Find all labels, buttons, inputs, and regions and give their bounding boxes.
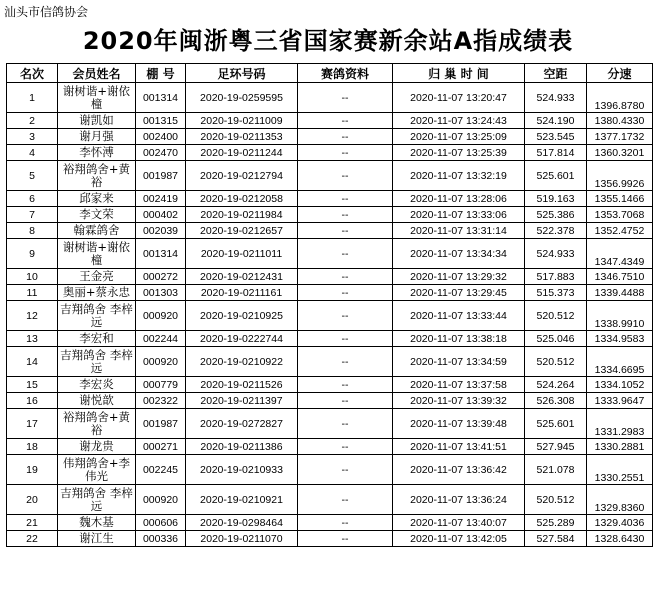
pigeon-info-cell: -- (298, 161, 393, 191)
member-name-cell: 吉翔鸽舍 李梓远 (58, 485, 136, 515)
column-header-arrival-time: 归 巢 时 间 (393, 64, 525, 83)
ring-number-cell: 2020-19-0210925 (186, 301, 298, 331)
arrival-time-cell: 2020-11-07 13:33:06 (393, 207, 525, 223)
loft-number-cell: 000920 (136, 347, 186, 377)
distance-cell: 524.933 (525, 239, 587, 269)
pigeon-info-cell: -- (298, 393, 393, 409)
ring-number-cell: 2020-19-0211009 (186, 113, 298, 129)
distance-cell: 527.584 (525, 531, 587, 547)
pigeon-info-cell: -- (298, 207, 393, 223)
pigeon-info-cell: -- (298, 145, 393, 161)
rank-cell: 10 (7, 269, 58, 285)
pigeon-info-cell: -- (298, 223, 393, 239)
pigeon-info-cell: -- (298, 377, 393, 393)
pigeon-info-cell: -- (298, 285, 393, 301)
distance-cell: 525.046 (525, 331, 587, 347)
table-row (7, 285, 653, 301)
rank-cell: 3 (7, 129, 58, 145)
rank-cell: 2 (7, 113, 58, 129)
speed-cell: 1334.6695 (587, 347, 653, 377)
table-row (7, 191, 653, 207)
arrival-time-cell: 2020-11-07 13:41:51 (393, 439, 525, 455)
rank-cell: 18 (7, 439, 58, 455)
member-name-cell: 魏木基 (58, 515, 136, 531)
distance-cell: 524.264 (525, 377, 587, 393)
speed-cell: 1334.1052 (587, 377, 653, 393)
table-row (7, 485, 653, 515)
ring-number-cell: 2020-19-0212058 (186, 191, 298, 207)
pigeon-info-cell: -- (298, 439, 393, 455)
table-row (7, 377, 653, 393)
distance-cell: 523.545 (525, 129, 587, 145)
pigeon-info-cell: -- (298, 301, 393, 331)
table-row (7, 455, 653, 485)
speed-cell: 1396.8780 (587, 83, 653, 113)
pigeon-info-cell: -- (298, 409, 393, 439)
member-name-cell: 李宏和 (58, 331, 136, 347)
member-name-cell: 谢江生 (58, 531, 136, 547)
member-name-cell: 谢凯如 (58, 113, 136, 129)
organization-name: 汕头市信鸽协会 (4, 5, 89, 19)
member-name-cell: 李怀溥 (58, 145, 136, 161)
rank-cell: 5 (7, 161, 58, 191)
distance-cell: 515.373 (525, 285, 587, 301)
loft-number-cell: 001303 (136, 285, 186, 301)
loft-number-cell: 000271 (136, 439, 186, 455)
rank-cell: 8 (7, 223, 58, 239)
speed-cell: 1346.7510 (587, 269, 653, 285)
rank-cell: 17 (7, 409, 58, 439)
distance-cell: 525.289 (525, 515, 587, 531)
table-row (7, 145, 653, 161)
rank-cell: 22 (7, 531, 58, 547)
loft-number-cell: 000920 (136, 485, 186, 515)
ring-number-cell: 2020-19-0211386 (186, 439, 298, 455)
table-row (7, 347, 653, 377)
distance-cell: 520.512 (525, 347, 587, 377)
pigeon-info-cell: -- (298, 269, 393, 285)
speed-cell: 1377.1732 (587, 129, 653, 145)
member-name-cell: 吉翔鸽舍 李梓远 (58, 347, 136, 377)
ring-number-cell: 2020-19-0211397 (186, 393, 298, 409)
column-header-distance: 空距 (525, 64, 587, 83)
member-name-cell: 伟翔鸽舍+李伟光 (58, 455, 136, 485)
distance-cell: 521.078 (525, 455, 587, 485)
distance-cell: 524.190 (525, 113, 587, 129)
member-name-cell: 王金亮 (58, 269, 136, 285)
pigeon-info-cell: -- (298, 129, 393, 145)
table-row (7, 439, 653, 455)
rank-cell: 21 (7, 515, 58, 531)
speed-cell: 1338.9910 (587, 301, 653, 331)
column-header-pigeon-info: 赛鸽资料 (298, 64, 393, 83)
loft-number-cell: 001987 (136, 161, 186, 191)
loft-number-cell: 002322 (136, 393, 186, 409)
table-row (7, 129, 653, 145)
distance-cell: 519.163 (525, 191, 587, 207)
speed-cell: 1356.9926 (587, 161, 653, 191)
ring-number-cell: 2020-19-0212431 (186, 269, 298, 285)
ring-number-cell: 2020-19-0222744 (186, 331, 298, 347)
loft-number-cell: 001314 (136, 83, 186, 113)
arrival-time-cell: 2020-11-07 13:37:58 (393, 377, 525, 393)
ring-number-cell: 2020-19-0211011 (186, 239, 298, 269)
speed-cell: 1330.2551 (587, 455, 653, 485)
ring-number-cell: 2020-19-0212657 (186, 223, 298, 239)
member-name-cell: 李宏炎 (58, 377, 136, 393)
column-header-rank: 名次 (7, 64, 58, 83)
distance-cell: 517.883 (525, 269, 587, 285)
table-row (7, 393, 653, 409)
ring-number-cell: 2020-19-0298464 (186, 515, 298, 531)
speed-cell: 1333.9647 (587, 393, 653, 409)
arrival-time-cell: 2020-11-07 13:39:48 (393, 409, 525, 439)
distance-cell: 525.386 (525, 207, 587, 223)
pigeon-info-cell: -- (298, 239, 393, 269)
results-body (7, 83, 653, 547)
distance-cell: 525.601 (525, 409, 587, 439)
ring-number-cell: 2020-19-0272827 (186, 409, 298, 439)
arrival-time-cell: 2020-11-07 13:32:19 (393, 161, 525, 191)
pigeon-info-cell: -- (298, 191, 393, 207)
speed-cell: 1347.4349 (587, 239, 653, 269)
ring-number-cell: 2020-19-0211984 (186, 207, 298, 223)
arrival-time-cell: 2020-11-07 13:42:05 (393, 531, 525, 547)
pigeon-info-cell: -- (298, 331, 393, 347)
loft-number-cell: 002419 (136, 191, 186, 207)
arrival-time-cell: 2020-11-07 13:28:06 (393, 191, 525, 207)
member-name-cell: 谢龙贵 (58, 439, 136, 455)
table-row (7, 531, 653, 547)
arrival-time-cell: 2020-11-07 13:25:39 (393, 145, 525, 161)
speed-cell: 1334.9583 (587, 331, 653, 347)
distance-cell: 525.601 (525, 161, 587, 191)
pigeon-info-cell: -- (298, 83, 393, 113)
arrival-time-cell: 2020-11-07 13:20:47 (393, 83, 525, 113)
loft-number-cell: 002039 (136, 223, 186, 239)
ring-number-cell: 2020-19-0211244 (186, 145, 298, 161)
pigeon-info-cell: -- (298, 515, 393, 531)
table-row (7, 239, 653, 269)
member-name-cell: 谢树谐+谢依橦 (58, 239, 136, 269)
member-name-cell: 李文荣 (58, 207, 136, 223)
table-row (7, 223, 653, 239)
distance-cell: 524.933 (525, 83, 587, 113)
loft-number-cell: 002244 (136, 331, 186, 347)
distance-cell: 517.814 (525, 145, 587, 161)
distance-cell: 522.378 (525, 223, 587, 239)
distance-cell: 527.945 (525, 439, 587, 455)
loft-number-cell: 002470 (136, 145, 186, 161)
loft-number-cell: 001987 (136, 409, 186, 439)
member-name-cell: 谢悦歆 (58, 393, 136, 409)
rank-cell: 13 (7, 331, 58, 347)
loft-number-cell: 000402 (136, 207, 186, 223)
loft-number-cell: 000779 (136, 377, 186, 393)
ring-number-cell: 2020-19-0210921 (186, 485, 298, 515)
loft-number-cell: 000606 (136, 515, 186, 531)
distance-cell: 520.512 (525, 485, 587, 515)
rank-cell: 9 (7, 239, 58, 269)
arrival-time-cell: 2020-11-07 13:39:32 (393, 393, 525, 409)
loft-number-cell: 000272 (136, 269, 186, 285)
table-row (7, 113, 653, 129)
loft-number-cell: 000336 (136, 531, 186, 547)
rank-cell: 14 (7, 347, 58, 377)
member-name-cell: 谢树谐+谢依橦 (58, 83, 136, 113)
pigeon-info-cell: -- (298, 531, 393, 547)
member-name-cell: 吉翔鸽舍 李梓远 (58, 301, 136, 331)
arrival-time-cell: 2020-11-07 13:34:59 (393, 347, 525, 377)
table-header-row (7, 64, 653, 83)
speed-cell: 1355.1466 (587, 191, 653, 207)
ring-number-cell: 2020-19-0210922 (186, 347, 298, 377)
column-header-speed: 分速 (587, 64, 653, 83)
arrival-time-cell: 2020-11-07 13:36:42 (393, 455, 525, 485)
table-row (7, 161, 653, 191)
rank-cell: 4 (7, 145, 58, 161)
pigeon-info-cell: -- (298, 347, 393, 377)
results-table (6, 63, 653, 547)
table-row (7, 269, 653, 285)
member-name-cell: 翰霖鸽舍 (58, 223, 136, 239)
ring-number-cell: 2020-19-0211070 (186, 531, 298, 547)
member-name-cell: 谢月强 (58, 129, 136, 145)
speed-cell: 1380.4330 (587, 113, 653, 129)
pigeon-info-cell: -- (298, 485, 393, 515)
rank-cell: 19 (7, 455, 58, 485)
rank-cell: 15 (7, 377, 58, 393)
speed-cell: 1352.4752 (587, 223, 653, 239)
loft-number-cell: 002400 (136, 129, 186, 145)
rank-cell: 1 (7, 83, 58, 113)
arrival-time-cell: 2020-11-07 13:38:18 (393, 331, 525, 347)
arrival-time-cell: 2020-11-07 13:40:07 (393, 515, 525, 531)
table-row (7, 301, 653, 331)
speed-cell: 1331.2983 (587, 409, 653, 439)
rank-cell: 7 (7, 207, 58, 223)
loft-number-cell: 002245 (136, 455, 186, 485)
ring-number-cell: 2020-19-0210933 (186, 455, 298, 485)
speed-cell: 1329.4036 (587, 515, 653, 531)
speed-cell: 1339.4488 (587, 285, 653, 301)
arrival-time-cell: 2020-11-07 13:29:32 (393, 269, 525, 285)
loft-number-cell: 001314 (136, 239, 186, 269)
column-header-member-name: 会员姓名 (58, 64, 136, 83)
ring-number-cell: 2020-19-0212794 (186, 161, 298, 191)
ring-number-cell: 2020-19-0259595 (186, 83, 298, 113)
pigeon-info-cell: -- (298, 113, 393, 129)
pigeon-info-cell: -- (298, 455, 393, 485)
speed-cell: 1330.2881 (587, 439, 653, 455)
speed-cell: 1328.6430 (587, 531, 653, 547)
speed-cell: 1360.3201 (587, 145, 653, 161)
arrival-time-cell: 2020-11-07 13:34:34 (393, 239, 525, 269)
arrival-time-cell: 2020-11-07 13:25:09 (393, 129, 525, 145)
column-header-ring-number: 足环号码 (186, 64, 298, 83)
column-header-loft-number: 棚 号 (136, 64, 186, 83)
table-row (7, 515, 653, 531)
member-name-cell: 裕翔鸽舍+黄裕 (58, 409, 136, 439)
member-name-cell: 邱家来 (58, 191, 136, 207)
arrival-time-cell: 2020-11-07 13:36:24 (393, 485, 525, 515)
ring-number-cell: 2020-19-0211161 (186, 285, 298, 301)
member-name-cell: 奥丽+蔡永忠 (58, 285, 136, 301)
table-row (7, 83, 653, 113)
loft-number-cell: 001315 (136, 113, 186, 129)
rank-cell: 6 (7, 191, 58, 207)
arrival-time-cell: 2020-11-07 13:33:44 (393, 301, 525, 331)
distance-cell: 526.308 (525, 393, 587, 409)
table-row (7, 207, 653, 223)
speed-cell: 1353.7068 (587, 207, 653, 223)
distance-cell: 520.512 (525, 301, 587, 331)
table-row (7, 331, 653, 347)
arrival-time-cell: 2020-11-07 13:31:14 (393, 223, 525, 239)
speed-cell: 1329.8360 (587, 485, 653, 515)
loft-number-cell: 000920 (136, 301, 186, 331)
arrival-time-cell: 2020-11-07 13:24:43 (393, 113, 525, 129)
table-row (7, 409, 653, 439)
arrival-time-cell: 2020-11-07 13:29:45 (393, 285, 525, 301)
page-title: 2020年闽浙粤三省国家赛新余站A指成绩表 (82, 27, 574, 55)
rank-cell: 20 (7, 485, 58, 515)
member-name-cell: 裕翔鸽舍+黄裕 (58, 161, 136, 191)
rank-cell: 11 (7, 285, 58, 301)
ring-number-cell: 2020-19-0211353 (186, 129, 298, 145)
ring-number-cell: 2020-19-0211526 (186, 377, 298, 393)
rank-cell: 16 (7, 393, 58, 409)
rank-cell: 12 (7, 301, 58, 331)
